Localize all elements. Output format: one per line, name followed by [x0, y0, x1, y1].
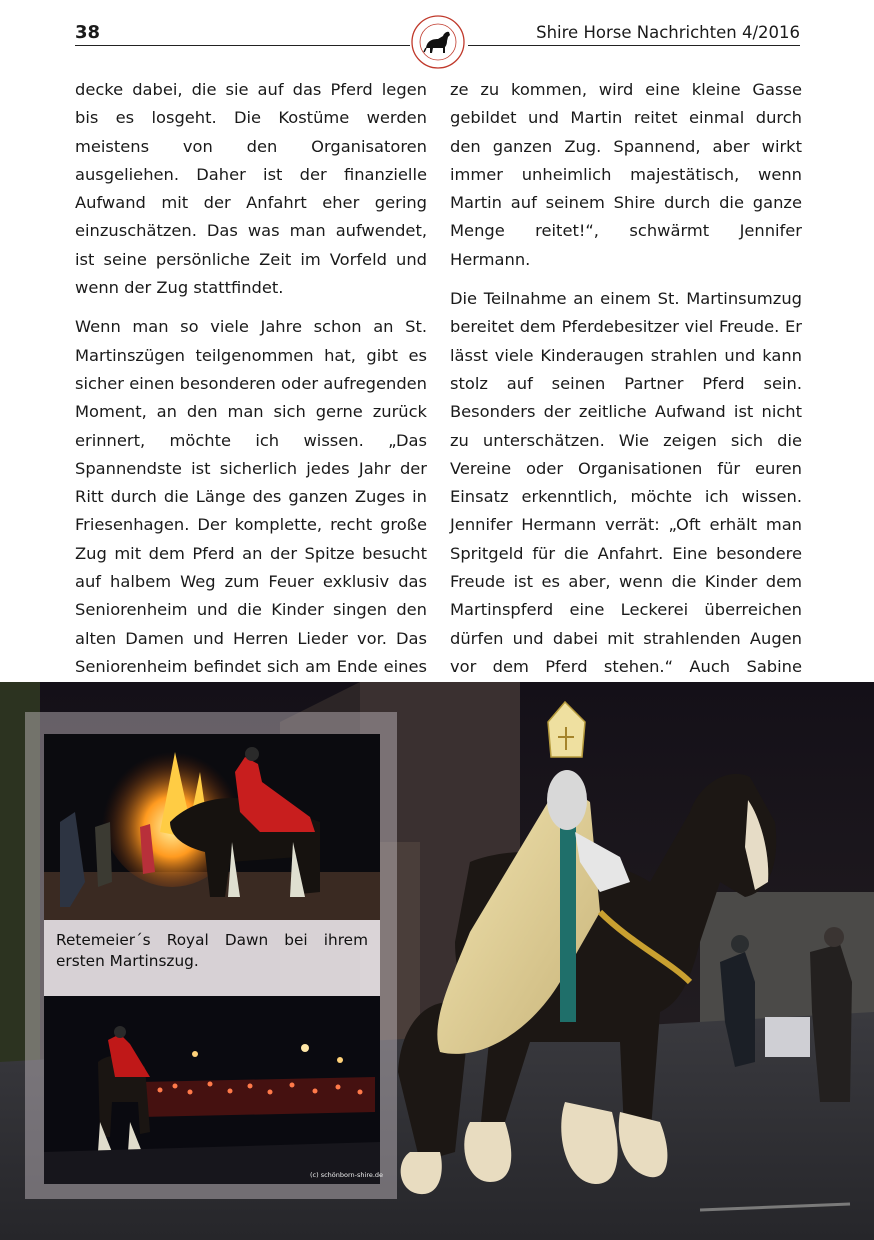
photo-caption: Retemeier´s Royal Dawn bei ihrem ersten Martinszug. — [56, 931, 368, 970]
photo-credit: (c) schönborn-shire.de — [310, 1171, 384, 1179]
paragraph: Die Teilnahme an einem St. Martinsumzug bereitet dem Pferdebesitzer viel Freude. Er lässt viele Kinderaugen strahlen und kann stolz auf seinen Partner Pferd sein. Besonders der zeitliche Aufwand ist nicht zu unterschätzen. Wie zeigen sich die Vereine oder Organisationen für euren Einsatz erkenntlich, möchte ich wissen. Jennifer Hermann verrät: „Oft erhält man Spritgeld für die Anfahrt. Eine besondere Freude ist es aber, wenn die Kinder dem Martinspferd eine Leckerei überreichen dürfen und dabei mit strahlenden Augen vor dem Pferd stehen.“ Auch Sabine — [450, 289, 802, 676]
header-rule-left — [75, 45, 410, 46]
paragraph: Wenn man so viele Jahre schon an St. Martinszügen teilgenommen hat, gibt es sicher einen besonderen oder aufregenden Moment, an den man sich gerne zurück erinnert, möchte ich wissen. „Das Spannendste ist sicherlich jedes Jahr der Ritt durch die Länge des ganzen Zuges in Friesenhagen. Der komplette, recht große Zug mit dem Pferd an der Spitze besucht auf halbem Weg zum Feuer exklusiv das Seniorenheim und die Kinder singen den alten Damen und Herren Lieder vor. Das Seniorenheim befindet sich am Ende eines — [75, 317, 427, 676]
paragraph: ze zu kommen, wird eine kleine Gasse gebildet und Martin reitet einmal durch den ganzen Zug. Spannend, aber wirkt immer unheimlich majestätisch, wenn Martin auf seinem Shire durch die ganze Menge reitet!“, schwärmt Jennifer Hermann. — [450, 80, 802, 269]
right-column — [450, 76, 802, 749]
header-rule-right — [468, 45, 800, 46]
page-number: 38 — [75, 22, 101, 43]
magazine-title: Shire Horse Nachrichten 4/2016 — [536, 23, 800, 42]
paragraph: decke dabei, die sie auf das Pferd legen bis es losgeht. Die Kostüme werden meistens von den Organisatoren ausgeliehen. Daher ist der finanzielle Aufwand mit der Anfahrt eher gering einzuschätzen. Das was man aufwendet, ist seine persönliche Zeit im Vorfeld und wenn der Zug stattfindet. — [75, 80, 427, 298]
page-header — [0, 0, 874, 80]
shire-horse-verein-logo — [410, 14, 466, 70]
left-column — [75, 76, 427, 721]
